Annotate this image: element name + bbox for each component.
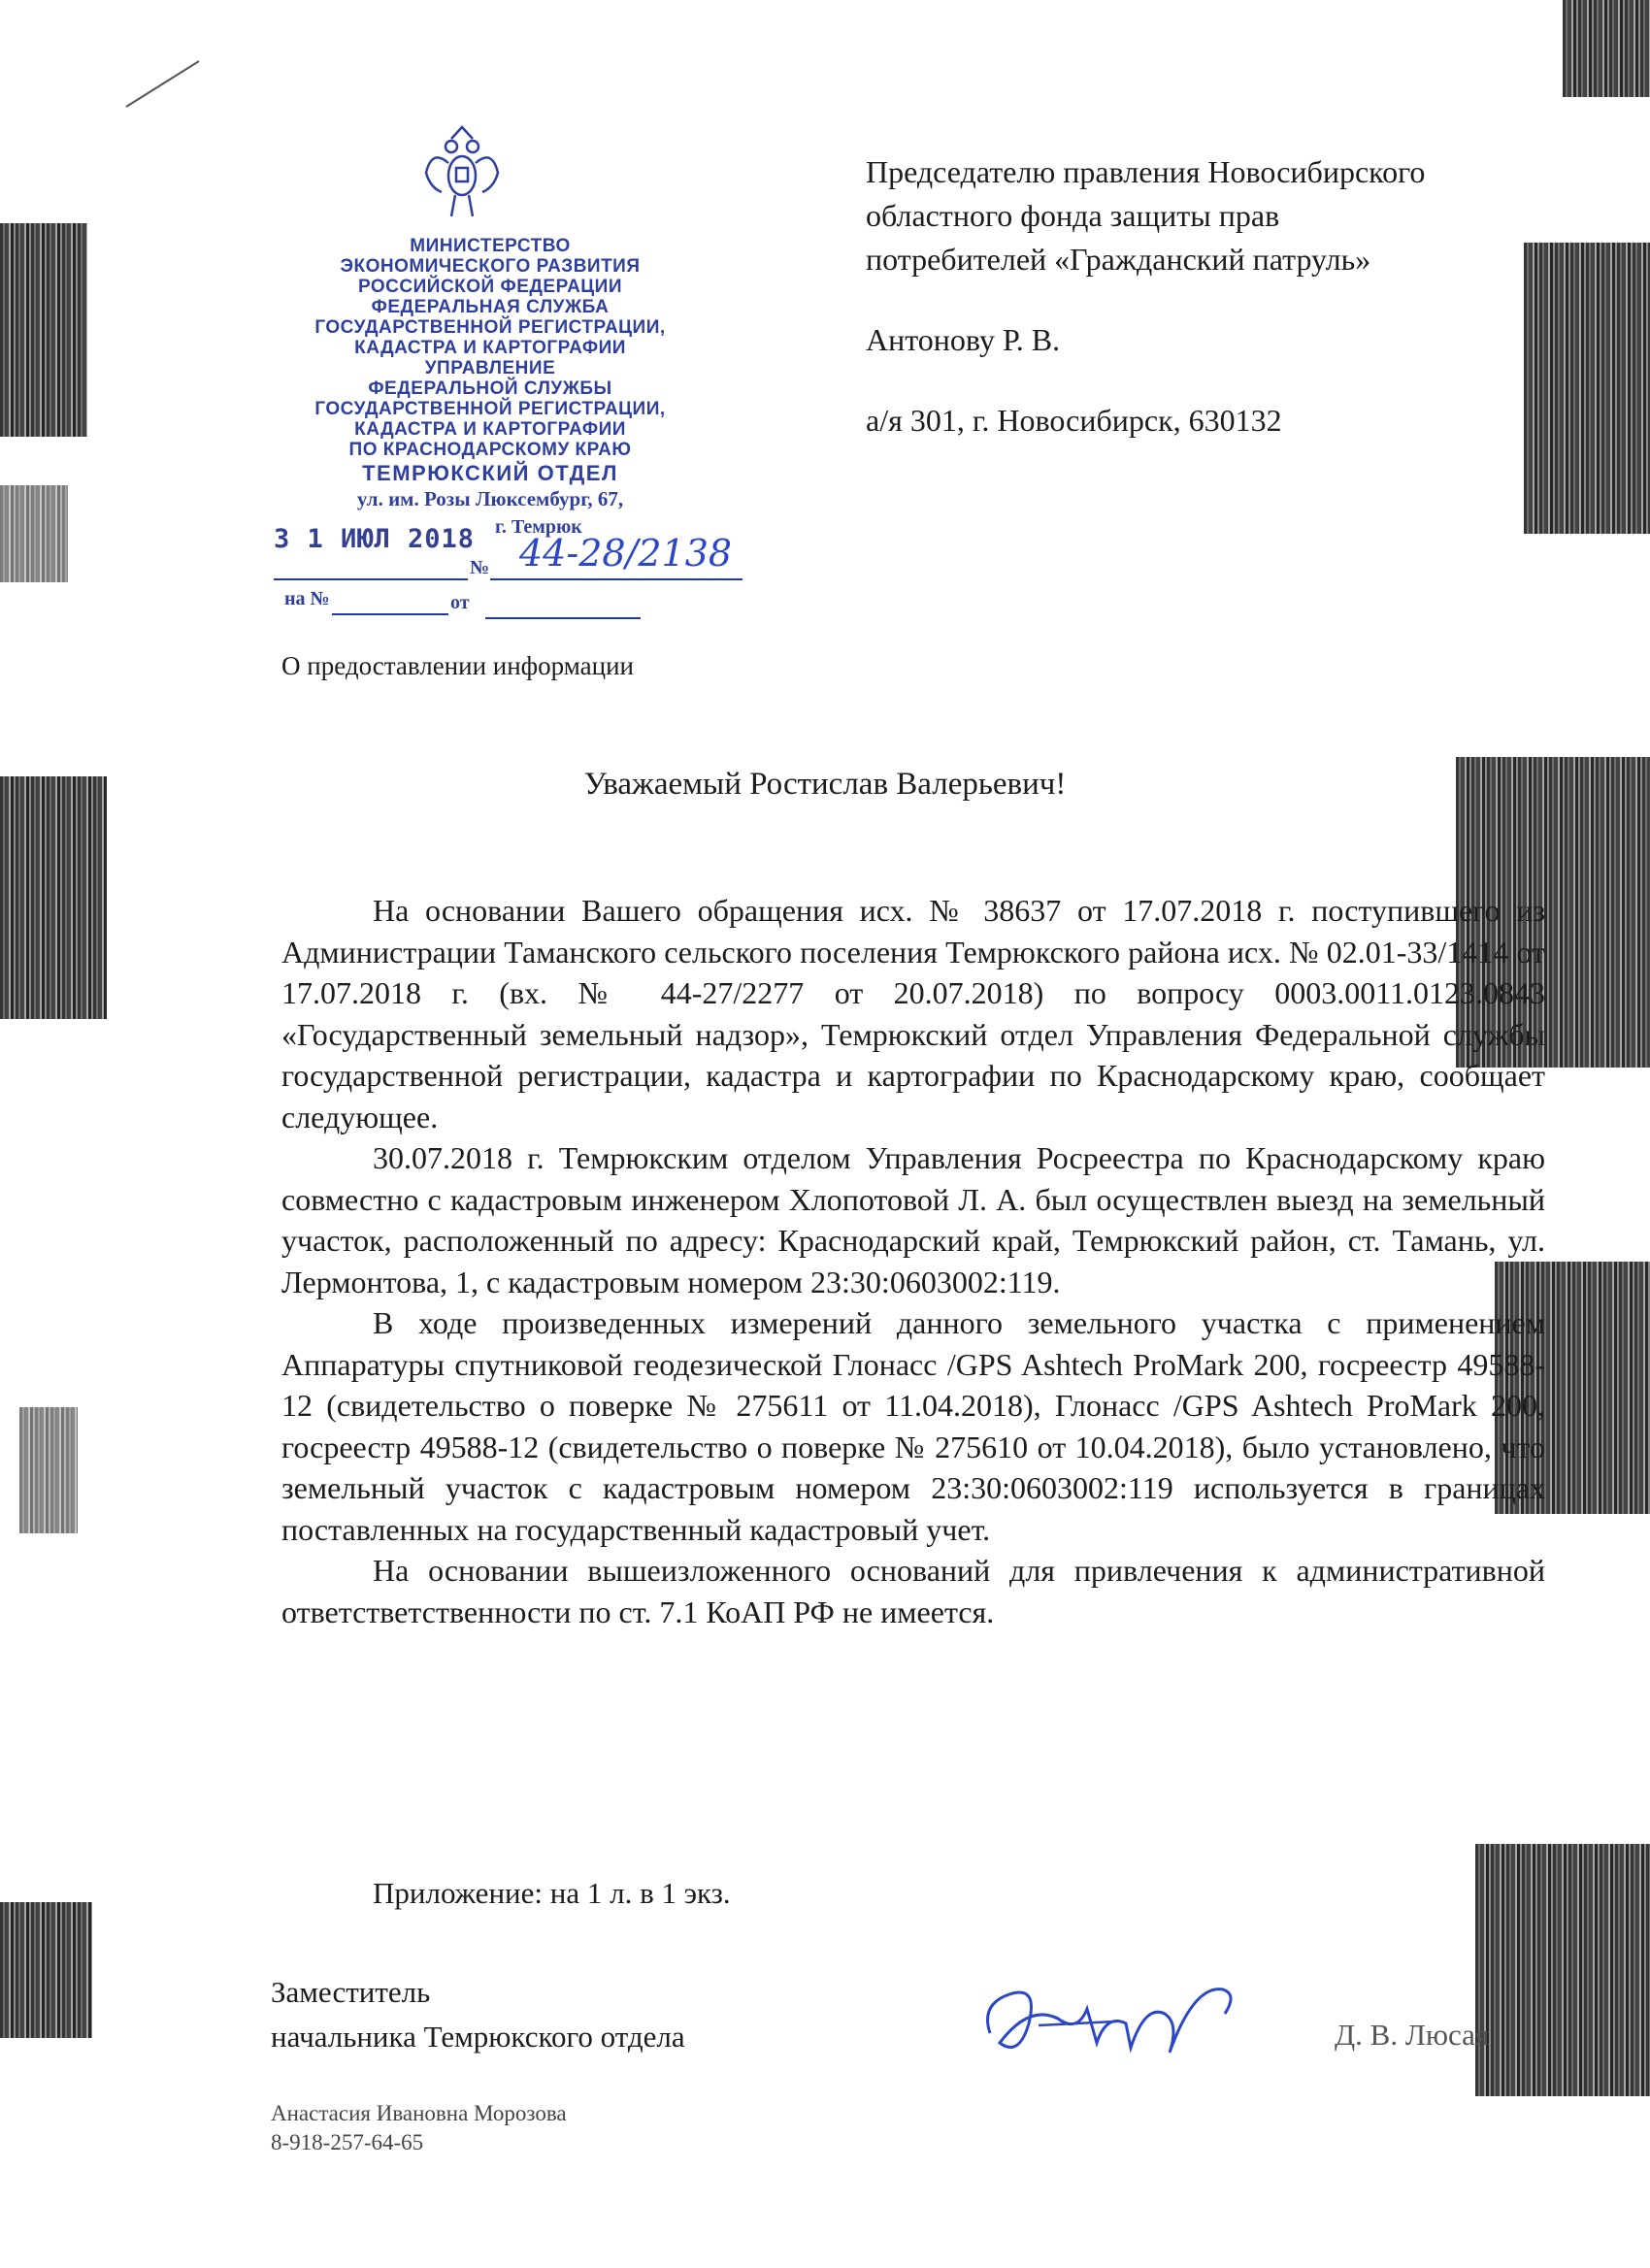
scan-noise-left-5 <box>0 1902 92 2038</box>
stamp-line-directorate: УПРАВЛЕНИЕ <box>424 358 556 378</box>
body-paragraph-4: На основании вышеизложенного оснований для привлечения к административной ответстветственности по ст. 7.1 КоАП РФ не имеется. <box>281 1553 1545 1629</box>
addressee-name: Антонову Р. В. <box>866 322 1061 357</box>
stamp-line-fed-service: ФЕДЕРАЛЬНАЯ СЛУЖБА <box>371 297 610 317</box>
stamp-city: г. Темрюк <box>495 516 582 538</box>
coat-of-arms-icon <box>422 119 502 226</box>
stamp-line-region: ПО КРАСНОДАРСКОМУ КРАЮ <box>348 440 632 460</box>
scan-noise-right-5 <box>1475 1844 1650 2096</box>
scan-noise-left-2 <box>0 485 68 582</box>
stamp-line-cadastre: КАДАСТРА И КАРТОГРАФИИ <box>354 338 626 358</box>
attachment-note: Приложение: на 1 л. в 1 экз. <box>373 1876 731 1910</box>
addressee-line-2: областного фонда защиты прав <box>866 198 1280 233</box>
stamp-department: ТЕМРЮКСКИЙ ОТДЕЛ <box>362 461 618 485</box>
signer-name: Д. В. Люсая <box>1335 2018 1490 2052</box>
scan-noise-left-3 <box>0 776 107 1019</box>
handwritten-reg-number: 44-28/2138 <box>519 532 733 575</box>
stamp-line-economic: ЭКОНОМИЧЕСКОГО РАЗВИТИЯ <box>340 256 641 277</box>
scan-noise-right-1 <box>1563 0 1650 97</box>
ref-number-label: на № <box>284 588 330 609</box>
stamp-line-registration-2: ГОСУДАРСТВЕННОЙ РЕГИСТРАЦИИ, <box>314 399 666 419</box>
stamp-street: ул. им. Розы Люксембург, 67, <box>356 487 624 510</box>
salutation: Уважаемый Ростислав Валерьевич! <box>583 767 1067 802</box>
sender-stamp <box>262 121 718 511</box>
reg-number-underline <box>490 578 742 580</box>
executor-info <box>271 2099 567 2157</box>
executor-name: Анастасия Ивановна Морозова <box>271 2101 567 2125</box>
signer-position <box>271 1970 685 2059</box>
stamp-line-federation: РОССИЙСКОЙ ФЕДЕРАЦИИ <box>357 277 622 297</box>
executor-phone: 8-918-257-64-65 <box>271 2130 424 2154</box>
ref-date-underline <box>485 617 641 619</box>
reg-date-underline <box>274 578 468 580</box>
stamp-line-ministry: МИНИСТЕРСТВО <box>410 236 571 256</box>
reg-number-label: № <box>470 557 490 578</box>
corner-scratch-mark <box>121 53 209 112</box>
addressee-block <box>866 150 1574 443</box>
ref-number-underline <box>332 613 448 615</box>
addressee-address: а/я 301, г. Новосибирск, 630132 <box>866 403 1282 438</box>
scan-noise-left-1 <box>0 223 87 437</box>
body-paragraph-3: В ходе произведенных измерений данного земельного участка с применением Аппаратуры спутниковой геодезической Глонасс /GPS Ashtech ProMark 200, госреестр 49588-12 (свидетельство о поверке № 275611 от 11.04.2018), Глонасс /GPS Ashtech ProMark 200, госреестр 49588-12 (свидетельство о поверке № 275610 от 10.04.2018), было установлено, что земельный участок с кадастровым номером 23:30:0603002:119 используется в границах поставленных на государственный кадастровый учет. <box>281 1305 1545 1547</box>
registration-date-stamp: 3 1 ИЮЛ 2018 <box>274 524 476 554</box>
scan-noise-left-4 <box>19 1407 78 1533</box>
stamp-line-cadastre-2: КАДАСТРА И КАРТОГРАФИИ <box>354 419 626 440</box>
body-paragraph-1: На основании Вашего обращения исх. № 38637 от 17.07.2018 г. поступившего из Администрации Таманского сельского поселения Темрюкского района исх. № 02.01-33/1414 от 17.07.2018 г. (вх. № 44-27/2277 от 20.07.2018) по вопросу 0003.0011.0123.0843 «Государственный земельный надзор», Темрюкский отдел Управления Федеральной службы государственной регистрации, кадастра и картографии по Краснодарскому краю, сообщает следующее. <box>281 893 1545 1134</box>
letter-subject: О предоставлении информации <box>281 651 634 680</box>
signer-position-line-2: начальника Темрюкского отдела <box>271 2020 685 2054</box>
addressee-line-3: потребителей «Гражданский патруль» <box>866 242 1371 277</box>
body-paragraph-2: 30.07.2018 г. Темрюкским отделом Управления Росреестра по Краснодарскому краю совместно с кадастровым инженером Хлопотовой Л. А. был осуществлен выезд на земельный участок, расположенный по адресу: Краснодарский край, Темрюкский район, ст. Тамань, ул. Лермонтова, 1, с кадастровым номером 23:30:0603002:119. <box>281 1140 1545 1299</box>
handwritten-signature <box>971 1965 1262 2082</box>
stamp-line-fed-service-2: ФЕДЕРАЛЬНОЙ СЛУЖБЫ <box>368 378 612 399</box>
signer-position-line-1: Заместитель <box>271 1975 431 2009</box>
ref-date-label: от <box>450 592 470 613</box>
stamp-line-registration: ГОСУДАРСТВЕННОЙ РЕГИСТРАЦИИ, <box>314 317 666 338</box>
addressee-line-1: Председателю правления Новосибирского <box>866 154 1426 189</box>
letter-body <box>281 890 1545 1632</box>
